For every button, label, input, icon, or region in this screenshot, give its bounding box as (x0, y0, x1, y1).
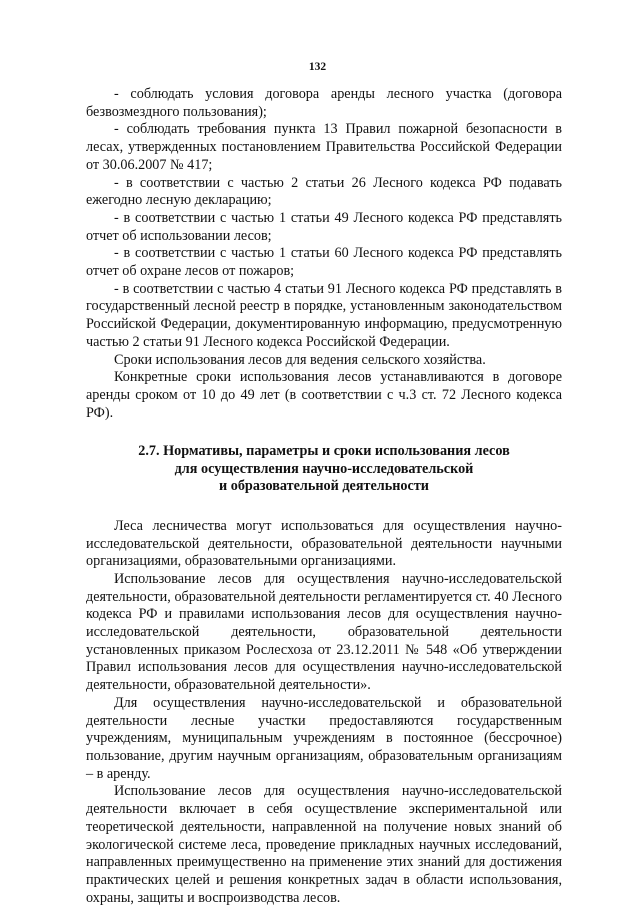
paragraph: - соблюдать требования пункта 13 Правил пожарной безопасности в лесах, утвержденных постановлением Правительства Российской Федерации от 30.06.2007 № 417; (86, 121, 562, 173)
paragraph: Конкретные сроки использования лесов устанавливаются в договоре аренды сроком от 10 до 49 лет (в соответствии с ч.3 ст. 72 Лесного кодекса РФ). (86, 369, 562, 421)
paragraph: - в соответствии с частью 1 статьи 49 Лесного кодекса РФ представлять отчет об использовании лесов; (86, 209, 562, 244)
text-block-top (86, 86, 562, 422)
paragraph: Сроки использования лесов для ведения сельского хозяйства. (114, 351, 486, 368)
paragraph: - в соответствии с частью 2 статьи 26 Лесного кодекса РФ подавать ежегодно лесную декларацию; (86, 174, 562, 209)
paragraph: - в соответствии с частью 1 статьи 60 Лесного кодекса РФ представлять отчет об охране лесов от пожаров; (86, 245, 562, 280)
text-block-bottom (86, 518, 562, 907)
section-heading-line: и образовательной деятельности (219, 478, 429, 495)
paragraph: Использование лесов для осуществления научно-исследовательской деятельности, образовательной деятельности регламентируется ст. 40 Лесного кодекса РФ и правилами использования лесов для осуществления научно-исследовательской деятельности, образовательной деятельности установленных приказом Рослесхоза от 23.12.2011 № 548 «Об утверждении Правил использования лесов для осуществления научно-исследовательской деятельности, образовательной деятельности». (86, 570, 562, 694)
paragraph: Для осуществления научно-исследовательской и образовательной деятельности лесные участки предоставляются государственным учреждениям, муниципальным учреждениям в постоянное (бессрочное) пользование, другим научным организациям, образовательным организациям – в аренду. (86, 694, 562, 782)
section-heading-line: для осуществления научно-исследовательской (174, 460, 474, 477)
paragraph: Использование лесов для осуществления научно-исследовательской деятельности включает в себя осуществление экспериментальной или теоретической деятельности, направленной на получение новых знаний об экологической системе леса, проведение прикладных научных исследований, направленных преимущественно на применение этих знаний для достижения практических целей и решения конкретных задач в области использования, охраны, защиты и воспроизводства лесов. (86, 783, 562, 906)
paragraph: Леса лесничества могут использоваться для осуществления научно-исследовательской деятельности, образовательной деятельности научными организациями, образовательными организациями. (86, 517, 562, 570)
section-heading-line: 2.7. Нормативы, параметры и сроки использования лесов (138, 443, 510, 460)
page-number: 132 (308, 61, 327, 73)
paragraph: - в соответствии с частью 4 статьи 91 Лесного кодекса РФ представлять в государственный лесной реестр в порядке, установленным законодательством Российской Федерации, документированную информацию, предусмотренную частью 2 статьи 91 Лесного кодекса Российской Федерации. (86, 280, 562, 350)
paragraph: - соблюдать условия договора аренды лесного участка (договора безвозмездного пользования); (86, 86, 562, 120)
section-heading (86, 443, 562, 496)
